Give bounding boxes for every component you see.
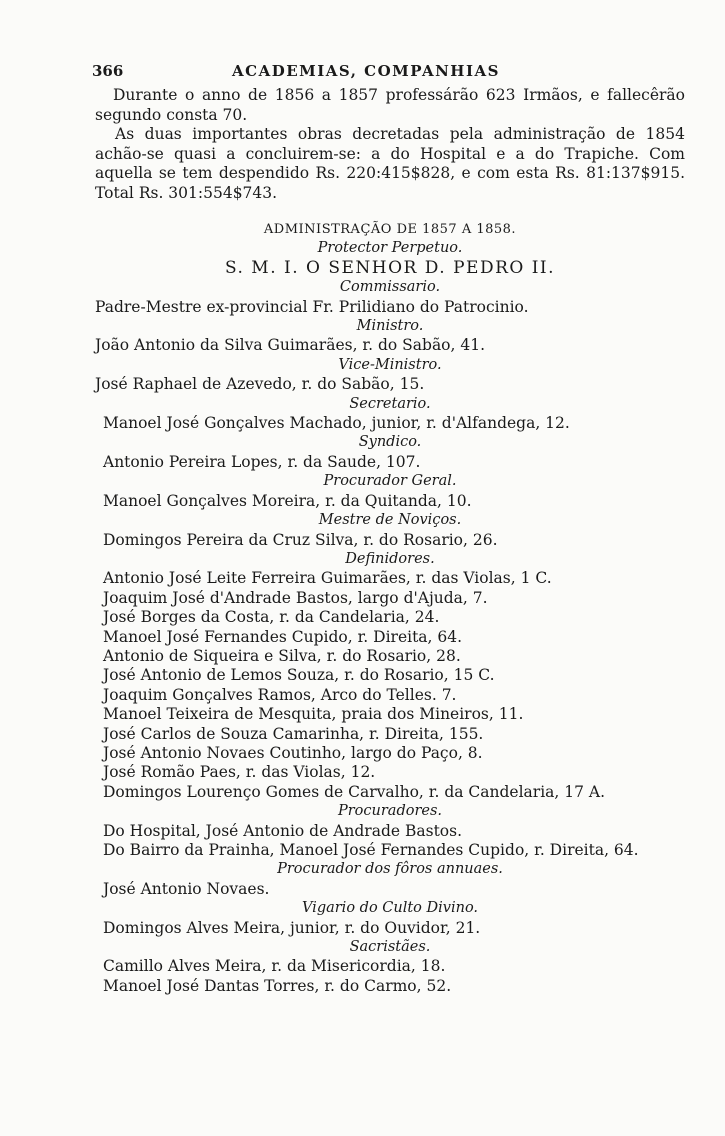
member-entry: Joaquim José d'Andrade Bastos, largo d'Ajuda, 7. — [103, 588, 488, 607]
member-entry: Domingos Pereira da Cruz Silva, r. do Rosario, 26. — [103, 530, 498, 549]
member-entry: Antonio José Leite Ferreira Guimarães, r. das Violas, 1 C. — [103, 569, 552, 588]
member-entry: José Carlos de Souza Camarinha, r. Direita, 155. — [103, 724, 484, 743]
administration-heading: ADMINISTRAÇÃO DE 1857 A 1858. — [263, 222, 517, 237]
member-entry: José Borges da Costa, r. da Candelaria, 24. — [103, 608, 440, 627]
member-entry: José Antonio Novaes Coutinho, largo do Paço, 8. — [103, 743, 483, 762]
member-entry: Manoel José Fernandes Cupido, r. Direita, 64. — [103, 627, 463, 646]
intro-paragraph: As duas importantes obras decretadas pela administração de 1854 achão-se quasi a concluirem-se: a do Hospital e a do Trapiche. Com aquella se tem despendido Rs. 220:415$828, e com esta Rs. 81:137$915. Total Rs. 301:554$743. — [95, 125, 685, 202]
member-entry: Antonio de Siqueira e Silva, r. do Rosario, 28. — [103, 646, 461, 665]
intro-paragraph: Durante o anno de 1856 a 1857 professárão 623 Irmãos, e fallecêrão segundo consta 70. — [95, 86, 685, 124]
member-entry: Padre-Mestre ex-provincial Fr. Prilidiano do Patrocinio. — [95, 297, 529, 316]
page-number: 366 — [92, 62, 124, 80]
section-title: Ministro. — [356, 318, 424, 335]
section-title: Commissario. — [339, 279, 441, 296]
member-entry: Domingos Alves Meira, junior, r. do Ouvidor, 21. — [103, 918, 481, 937]
member-entry: Domingos Lourenço Gomes de Carvalho, r. da Candelaria, 17 A. — [103, 782, 606, 801]
section-title: Procurador dos fôros annuaes. — [277, 861, 503, 878]
protector-name: S. M. I. O SENHOR D. PEDRO II. — [224, 257, 556, 278]
member-entry: Joaquim Gonçalves Ramos, Arco do Telles. 7. — [103, 685, 457, 704]
section-title: Vice-Ministro. — [338, 356, 442, 373]
member-entry: Manoel José Gonçalves Machado, junior, r. d'Alfandega, 12. — [103, 414, 570, 433]
member-entry: Camillo Alves Meira, r. da Misericordia, 18. — [103, 957, 446, 976]
section-title: Procurador Geral. — [323, 473, 457, 490]
section-title: Vigario do Culto Divino. — [301, 900, 479, 917]
member-entry: Manoel Teixeira de Mesquita, praia dos Mineiros, 11. — [103, 705, 524, 724]
section-title: Mestre de Noviços. — [318, 512, 462, 529]
section-title: Secretario. — [349, 395, 431, 412]
administration-list — [95, 220, 685, 996]
member-entry: José Antonio de Lemos Souza, r. do Rosario, 15 C. — [103, 666, 495, 685]
member-entry: José Antonio Novaes. — [103, 879, 270, 898]
page-header — [92, 62, 682, 84]
member-entry: João Antonio da Silva Guimarães, r. do Sabão, 41. — [95, 336, 486, 355]
member-entry: José Raphael de Azevedo, r. do Sabão, 15. — [95, 375, 425, 394]
section-title: Definidores. — [345, 550, 435, 567]
section-title: Syndico. — [358, 434, 422, 451]
section-title: Protector Perpetuo. — [317, 240, 463, 257]
member-entry: Do Hospital, José Antonio de Andrade Bastos. — [103, 821, 463, 840]
section-title: Procuradores. — [337, 803, 443, 820]
member-entry: Antonio Pereira Lopes, r. da Saude, 107. — [103, 452, 421, 471]
member-entry: Do Bairro da Prainha, Manoel José Fernandes Cupido, r. Direita, 64. — [103, 841, 639, 859]
member-entry: Manoel Gonçalves Moreira, r. da Quitanda, 10. — [103, 491, 472, 510]
section-title: Sacristães. — [349, 939, 431, 956]
member-entry: José Romão Paes, r. das Violas, 12. — [103, 763, 376, 782]
intro-text — [95, 86, 685, 203]
member-entry: Manoel José Dantas Torres, r. do Carmo, 52. — [103, 976, 452, 995]
running-title: ACADEMIAS, COMPANHIAS — [232, 62, 500, 80]
